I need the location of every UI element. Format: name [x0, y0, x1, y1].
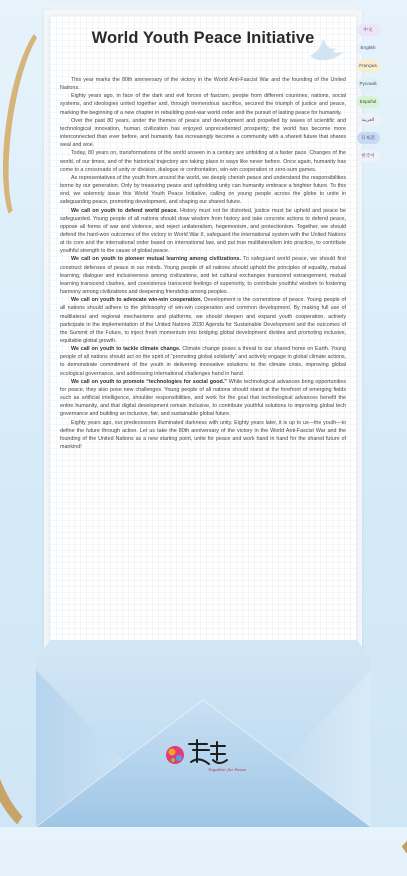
paragraph-lead: We call on youth to tackle climate change.	[71, 346, 181, 353]
paragraph	[60, 419, 346, 452]
paragraph-text: Eighty years ago, our predecessors illuminated darkness with unity. Eighty years later, it is up to us—the youth—to define the future through action. Let us take the 80th anniversary of the victory in the World Anti-Fascist War and the founding of the United Nations as a new starting point, unite for peace and work hand in hand for the shared future of mankind!	[60, 419, 346, 451]
paragraph-text: To safeguard world peace, we should first construct defenses of peace in our minds. Young people of all nations should uphold the principles of equality, mutual learning, dialogue and inclusiveness among civilizations, and let cultural exchanges transcend estrangement, mutual learning transcend clashes, and coexistence transcend feelings of superiority, to contribute youthful wisdom to fostering harmony among civilizations and deepening friendship among peoples.	[60, 256, 346, 296]
initiative-text	[60, 76, 346, 451]
paragraph-text: Today, 80 years on, transformations of the world unseen in a century are unfolding at a faster pace. Changes of the world, of our times, and of the historical trajectory are taking place in ways like never before. Once again, humanity has come to a crossroads of unity or division, dialogue or confrontation, win-win cooperation or zero-sum games.	[60, 150, 346, 173]
language-button[interactable]: 日本語	[357, 132, 380, 144]
paragraph-text: Eighty years ago, in face of the dark and evil forces of fascism, people from different countries, nations, social systems, and ideologies united together and, through tremendous sacrifice, secured the triumph of justice and peace, marking the beginning of a new chapter in rebuilding post-war world order and the pursuit of lasting peace for humanity.	[60, 93, 346, 116]
paragraph-text: While technological advances bring opportunities for peace, they also pose new challenges. Young people of all nations should stand at the forefront of emerging fields such as artificial intelligence, shoulder responsibilities, and work for the goal that technological advances benefit the entire humanity, and that digital development remain inclusive, to contribute youthful solutions to improving global tech governance and building an inclusive, fair, and sustainable global future.	[60, 378, 346, 418]
language-button[interactable]: 中文	[357, 24, 380, 36]
paragraph-lead: We call on youth to defend world peace.	[71, 207, 178, 214]
paragraph	[60, 296, 346, 345]
language-button[interactable]: Русский	[357, 78, 380, 90]
paragraph-text: History must not be distorted, justice must be upheld and peace be safeguarded. Young people of all nations should draw wisdom from history and take concrete actions to defend peace, oppose all forms of war and violence, and reject unilateralism, hegemonism, and protectionism. Together, we should defend the hard-won outcomes of the victory in World War II, safeguard the international system with the United Nations at its core and the international order based on international law, and put true multilateralism into practice, to contribute youthful strength to the cause of global peace.	[60, 207, 346, 255]
paragraph-lead: We call on youth to pioneer mutual learning among civilizations.	[71, 256, 241, 263]
paragraph	[60, 149, 346, 173]
language-button[interactable]: Español	[357, 96, 380, 108]
logo-slogan: Together for Peace	[208, 767, 247, 772]
paragraph	[60, 207, 346, 256]
paragraph	[60, 117, 346, 150]
language-button[interactable]: 한국어	[357, 150, 380, 162]
page-title: World Youth Peace Initiative	[91, 29, 315, 47]
language-button[interactable]: العربية	[357, 114, 380, 126]
paragraph	[60, 345, 346, 378]
paragraph-text: Climate change poses a threat to our shared home on Earth. Young people of all nations should act on the spirit of “promoting global solidarity” and actively engage in global climate actions, to demonstrate commitment of the youth in delivering innovative solutions to the climate crisis, improving global ecological governance, and addressing international challenges hand in hand.	[60, 346, 346, 377]
paragraph-text: Development is the cornerstone of peace. Young people of all nations should adhere to the philosophy of win-win cooperation and common development. By making full use of multilateral and regional mechanisms and platforms, we should deepen and expand youth cooperation, actively participate in the implementation of the United Nations 2030 Agenda for Sustainable Development and the outcomes of the Summit of the Future, to inject fresh momentum into bridging global development divides and promoting inclusive, equitable global growth.	[60, 297, 346, 344]
paragraph-text: Over the past 80 years, under the themes of peace and development and propelled by waves of scientific and technological innovation, human civilization has enjoyed unprecedented prosperity; the world has become more interconnected than ever before, and humanity has increasingly become a community with a shared future that shares weal and woe.	[60, 117, 346, 149]
dove-icon	[308, 36, 346, 66]
paragraph-text: As representatives of the youth from around the world, we deeply cherish peace and understand the responsibilities borne by our generation. Only by treasuring peace and upholding unity can humanity embrace a brighter future. To this end, we solemnly issue this World Youth Peace Initiative, calling on young people across the globe to unite in safeguarding peace, promoting development, and shaping our shared future.	[60, 174, 346, 206]
language-switcher	[356, 24, 380, 168]
language-button[interactable]: English	[357, 42, 380, 54]
letter-paper	[50, 16, 356, 700]
paragraph-text: This year marks the 80th anniversary of the victory in the World Anti-Fascist War and the founding of the United Nations.	[60, 77, 346, 92]
paragraph	[60, 92, 346, 116]
paragraph-lead: We call on youth to advocate win-win cooperation.	[71, 297, 203, 304]
paragraph	[60, 378, 346, 419]
envelope-illustration	[36, 630, 371, 827]
paragraph	[60, 76, 346, 92]
language-button[interactable]: Français	[357, 60, 380, 72]
paragraph	[60, 174, 346, 207]
paragraph-lead: We call on youth to promote “technologies for social good.”	[71, 378, 227, 385]
paragraph	[60, 255, 346, 296]
